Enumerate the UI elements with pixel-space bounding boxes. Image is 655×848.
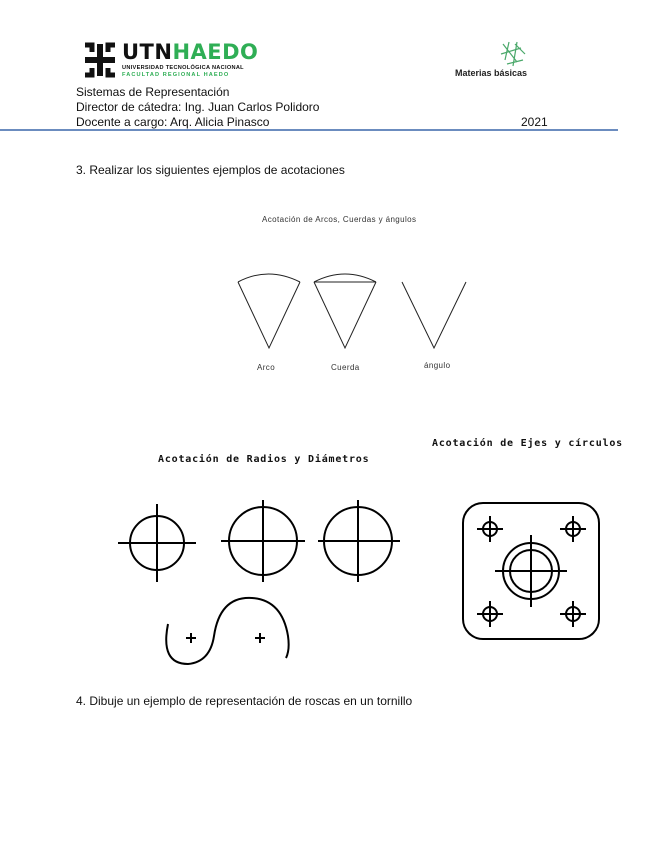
label-arco: Arco: [257, 363, 276, 372]
label-angulo: ángulo: [424, 361, 451, 370]
brand-wordmark: [122, 40, 258, 64]
exercise-4-text: 4. Dibuje un ejemplo de representación de roscas en un tornillo: [76, 694, 413, 708]
utn-emblem-icon: [82, 42, 118, 78]
figure-arcs-title: Acotación de Arcos, Cuerdas y ángulos: [262, 215, 417, 224]
figure-radios-drawing: [110, 496, 410, 676]
angle-shape: [402, 282, 466, 348]
utn-haedo-logo: [82, 42, 282, 82]
chord-sector-sides: [314, 282, 376, 348]
materias-basicas-icon: [495, 40, 531, 68]
brand-subtitle-faculty: FACULTAD REGIONAL HAEDO: [122, 72, 230, 78]
brand-utn: UTN: [122, 40, 173, 64]
docente-line: Docente a cargo: Arq. Alicia Pinasco: [76, 115, 270, 129]
figure-ejes-drawing: [455, 497, 605, 647]
director-line: Director de cátedra: Ing. Juan Carlos Polidoro: [76, 100, 320, 114]
header-rule: [0, 129, 618, 131]
label-cuerda: Cuerda: [331, 363, 360, 372]
materias-basicas-label: Materias básicas: [455, 68, 528, 78]
figure-ejes-title: Acotación de Ejes y círculos: [432, 438, 623, 449]
arc-sector-sides: [238, 282, 300, 348]
subject-line: Sistemas de Representación: [76, 85, 230, 99]
chord-arc: [314, 274, 376, 282]
year-label: 2021: [521, 115, 548, 129]
brand-subtitle-university: UNIVERSIDAD TECNOLÓGICA NACIONAL: [122, 65, 244, 71]
arc-shape: [238, 274, 300, 282]
exercise-3-text: 3. Realizar los siguientes ejemplos de acotaciones: [76, 163, 345, 177]
figure-arcs-drawing: [230, 268, 480, 358]
brand-haedo: HAEDO: [172, 40, 259, 64]
figure-radios-title: Acotación de Radios y Diámetros: [158, 454, 370, 465]
